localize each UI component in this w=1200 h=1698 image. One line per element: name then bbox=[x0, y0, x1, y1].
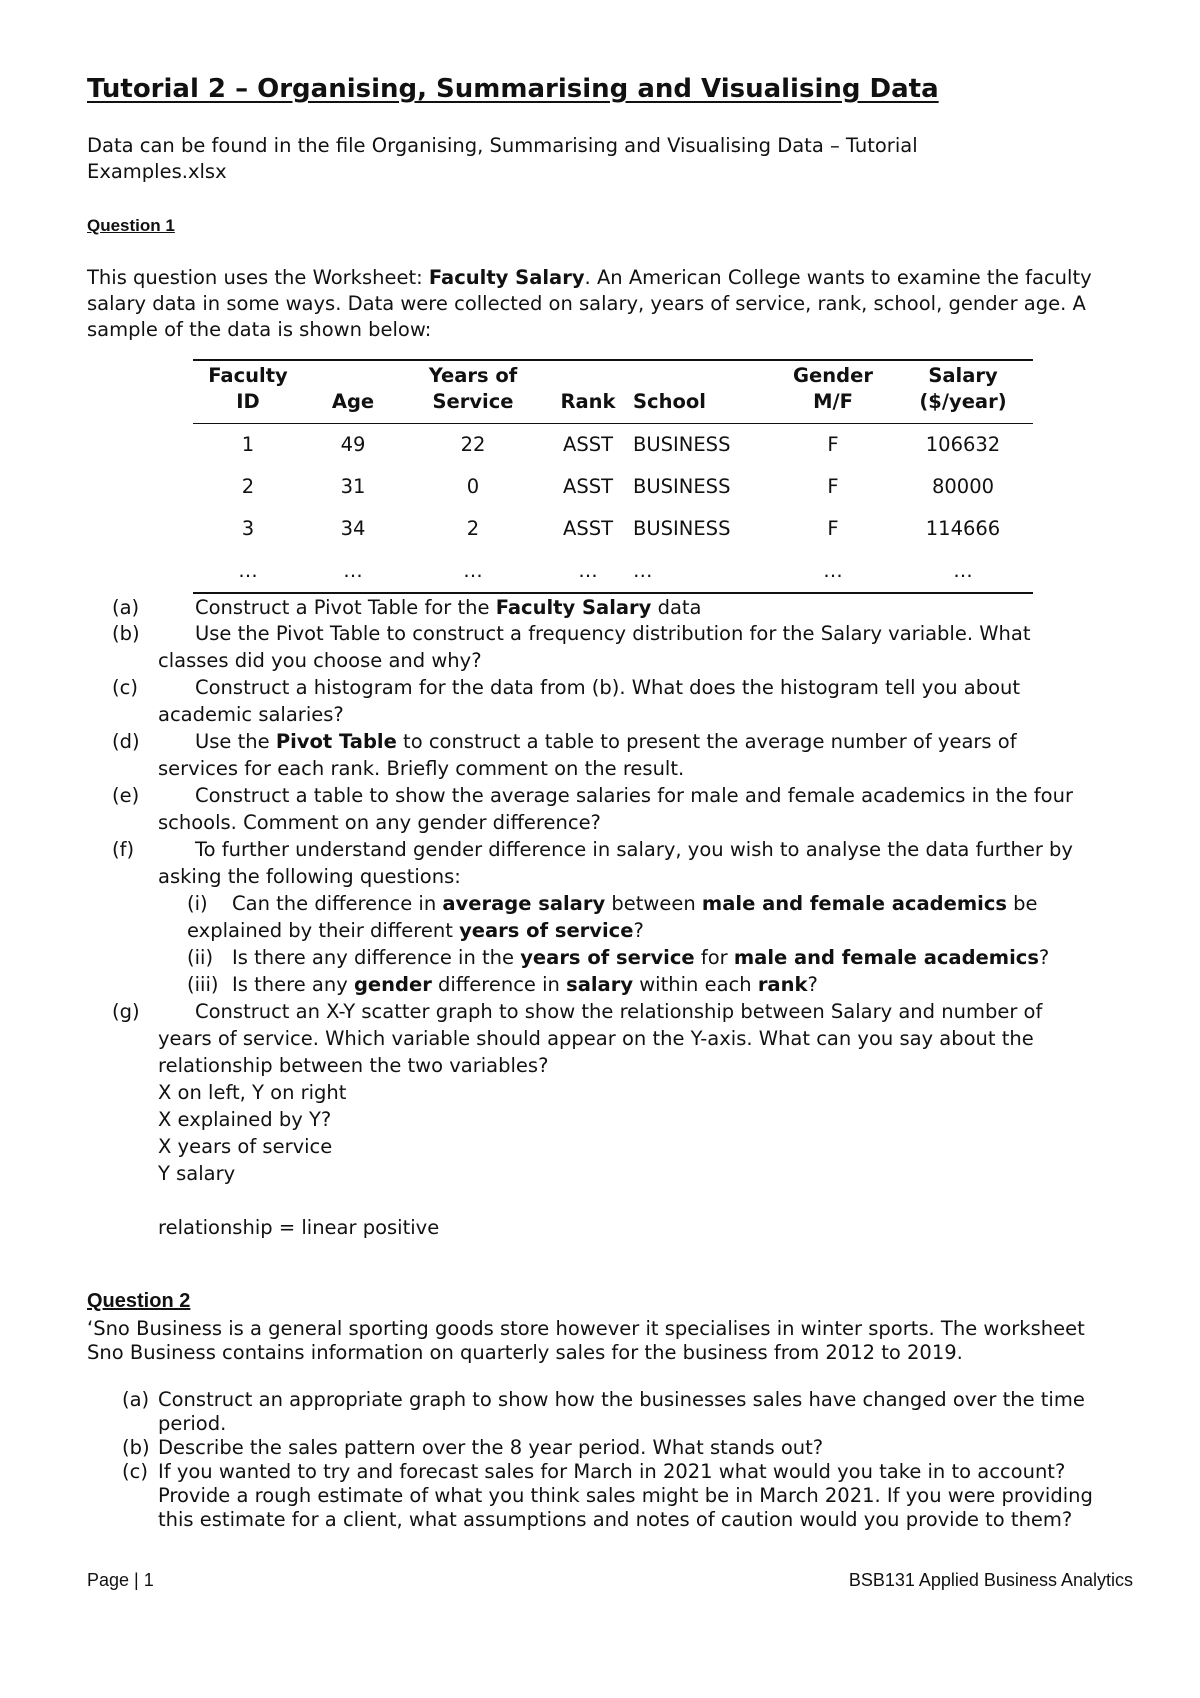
q2-part-c-line-1: If you wanted to try and forecast sales for March in 2021 what would you take in to account? bbox=[158, 1460, 1066, 1483]
table-cell: 31 bbox=[340, 475, 366, 498]
part-b-label: (b) bbox=[112, 622, 140, 645]
header-faculty-id: Faculty ID bbox=[193, 360, 303, 424]
part-g-line-3: relationship between the two variables? bbox=[158, 1054, 549, 1077]
intro-line-2: Examples.xlsx bbox=[87, 160, 227, 183]
header-salary: Salary ($/year) bbox=[893, 360, 1033, 424]
table-cell: F bbox=[827, 517, 839, 540]
table-cell: F bbox=[827, 475, 839, 498]
table-cell: … bbox=[303, 550, 403, 593]
part-a-label: (a) bbox=[112, 596, 140, 619]
q2-part-b-line-1: Describe the sales pattern over the 8 year period. What stands out? bbox=[158, 1436, 824, 1459]
part-d-line-1: Use the Pivot Table to construct a table to present the average number of years of bbox=[195, 730, 1017, 753]
intro-line-1: Data can be found in the file Organising, Summarising and Visualising Data – Tutorial bbox=[87, 134, 918, 157]
part-g-note-5: relationship = linear positive bbox=[158, 1216, 440, 1239]
q2-part-a-line-1: Construct an appropriate graph to show how the businesses sales have changed over the time bbox=[158, 1388, 1085, 1411]
table-cell: BUSINESS bbox=[633, 475, 731, 498]
part-g-note-3: X years of service bbox=[158, 1135, 333, 1158]
table-cell: 114666 bbox=[925, 517, 1001, 540]
q2-part-a-line-2: period. bbox=[158, 1412, 227, 1435]
part-g-line-2: years of service. Which variable should appear on the Y-axis. What can you say about the bbox=[158, 1027, 1034, 1050]
header-age: Age bbox=[303, 360, 403, 424]
part-e-line-1: Construct a table to show the average salaries for male and female academics in the four bbox=[195, 784, 1073, 807]
table-cell: 3 bbox=[241, 517, 255, 540]
table-cell: 34 bbox=[340, 517, 366, 540]
table-row-ellipsis bbox=[193, 550, 1033, 593]
table-cell: 80000 bbox=[931, 475, 995, 498]
table-cell: 106632 bbox=[925, 433, 1001, 456]
faculty-salary-sample-table bbox=[193, 359, 1033, 594]
question-2-heading: Question 2 bbox=[87, 1290, 191, 1312]
part-f-ii-text: Is there any difference in the years of service for male and female academics? bbox=[232, 946, 1050, 969]
q1-description-line-1: This question uses the Worksheet: Faculty Salary. An American College wants to examine the faculty bbox=[87, 266, 1092, 289]
part-f-i-line-2: explained by their different years of service? bbox=[187, 919, 644, 942]
part-g-note-2: X explained by Y? bbox=[158, 1108, 332, 1131]
table-cell: 2 bbox=[466, 517, 480, 540]
q2-intro-line-1: ‘Sno Business is a general sporting goods store however it specialises in winter sports. The worksheet bbox=[87, 1317, 1085, 1340]
table-row bbox=[193, 424, 1033, 467]
table-cell: ASST bbox=[562, 433, 613, 456]
table-cell: 0 bbox=[466, 475, 480, 498]
table-cell: F bbox=[827, 433, 839, 456]
part-f-line-1: To further understand gender difference in salary, you wish to analyse the data further by bbox=[195, 838, 1073, 861]
q2-part-b-label: (b) bbox=[122, 1436, 150, 1459]
header-years-of-service: Years of Service bbox=[403, 360, 543, 424]
table-row bbox=[193, 466, 1033, 508]
part-f-iii-label: (iii) bbox=[187, 973, 219, 996]
part-e-label: (e) bbox=[112, 784, 140, 807]
table-cell: BUSINESS bbox=[633, 517, 731, 540]
q2-part-c-label: (c) bbox=[122, 1460, 148, 1483]
part-f-i-line-1: Can the difference in average salary between male and female academics be bbox=[232, 892, 1038, 915]
table-cell: … bbox=[543, 550, 633, 593]
table-cell: BUSINESS bbox=[633, 433, 731, 456]
table-cell: … bbox=[193, 550, 303, 593]
part-b-line-1: Use the Pivot Table to construct a frequency distribution for the Salary variable. What bbox=[195, 622, 1031, 645]
question-1-heading: Question 1 bbox=[87, 216, 175, 235]
table-cell: 49 bbox=[340, 433, 366, 456]
part-d-line-2: services for each rank. Briefly comment on the result. bbox=[158, 757, 685, 780]
part-f-i-label: (i) bbox=[187, 892, 208, 915]
table-cell: 22 bbox=[460, 433, 486, 456]
header-school: School bbox=[633, 360, 773, 424]
q1-description-line-3: sample of the data is shown below: bbox=[87, 318, 432, 341]
q2-part-c-line-2: Provide a rough estimate of what you think sales might be in March 2021. If you were providing bbox=[158, 1484, 1093, 1507]
part-c-line-2: academic salaries? bbox=[158, 703, 344, 726]
part-g-note-1: X on left, Y on right bbox=[158, 1081, 347, 1104]
q2-part-a-label: (a) bbox=[122, 1388, 150, 1411]
footer-page-number: Page | 1 bbox=[87, 1570, 154, 1590]
part-f-label: (f) bbox=[112, 838, 135, 861]
table-cell: 1 bbox=[241, 433, 255, 456]
part-f-iii-text: Is there any gender difference in salary within each rank? bbox=[232, 973, 818, 996]
part-b-line-2: classes did you choose and why? bbox=[158, 649, 482, 672]
part-c-label: (c) bbox=[112, 676, 138, 699]
q2-part-c-line-3: this estimate for a client, what assumptions and notes of caution would you provide to them? bbox=[158, 1508, 1073, 1531]
header-gender: Gender M/F bbox=[773, 360, 893, 424]
table-cell: … bbox=[893, 550, 1033, 593]
table-cell: … bbox=[633, 550, 773, 593]
table-cell: … bbox=[773, 550, 893, 593]
header-rank: Rank bbox=[543, 360, 633, 424]
table-cell: 2 bbox=[241, 475, 255, 498]
part-g-line-1: Construct an X-Y scatter graph to show the relationship between Salary and number of bbox=[195, 1000, 1043, 1023]
q2-intro-line-2: Sno Business contains information on quarterly sales for the business from 2012 to 2019. bbox=[87, 1341, 963, 1364]
table-cell: … bbox=[403, 550, 543, 593]
part-d-label: (d) bbox=[112, 730, 140, 753]
part-g-note-4: Y salary bbox=[158, 1162, 236, 1185]
document-title: Tutorial 2 – Organising, Summarising and Visualising Data bbox=[87, 74, 939, 104]
part-f-ii-label: (ii) bbox=[187, 946, 214, 969]
part-e-line-2: schools. Comment on any gender difference? bbox=[158, 811, 601, 834]
table-cell: ASST bbox=[562, 475, 613, 498]
table-header-row bbox=[193, 360, 1033, 424]
part-f-line-2: asking the following questions: bbox=[158, 865, 461, 888]
table-row bbox=[193, 508, 1033, 550]
q1-description-line-2: salary data in some ways. Data were collected on salary, years of service, rank, school, gender age. A bbox=[87, 292, 1086, 315]
footer-course-name: BSB131 Applied Business Analytics bbox=[848, 1570, 1133, 1590]
part-a-text: Construct a Pivot Table for the Faculty Salary data bbox=[195, 596, 702, 619]
part-c-line-1: Construct a histogram for the data from (b). What does the histogram tell you about bbox=[195, 676, 1021, 699]
part-g-label: (g) bbox=[112, 1000, 140, 1023]
table-cell: ASST bbox=[562, 517, 613, 540]
